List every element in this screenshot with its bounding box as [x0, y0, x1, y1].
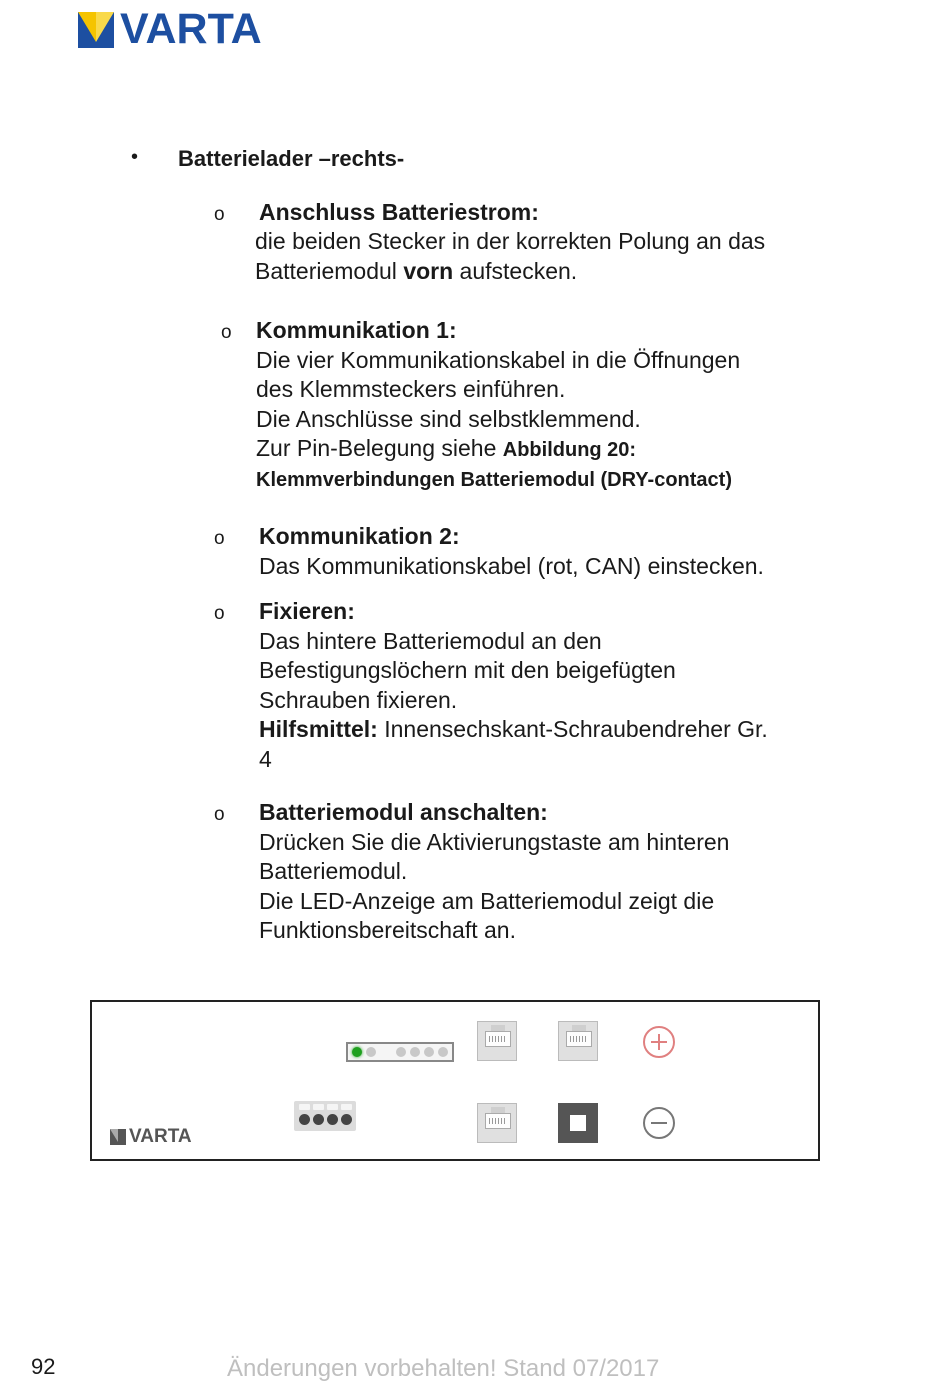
item-line: Drücken Sie die Aktivierungstaste am hinteren — [259, 828, 730, 855]
logo-text: VARTA — [120, 5, 262, 53]
rj45-port-icon — [477, 1103, 517, 1143]
led-icon — [396, 1047, 406, 1057]
item-line: Zur Pin-Belegung siehe Abbildung 20: — [256, 435, 637, 461]
item-line: Das Kommunikationskabel (rot, CAN) einstecken. — [259, 552, 764, 579]
minus-terminal-icon — [643, 1107, 675, 1139]
item-line: des Klemmsteckers einführen. — [256, 376, 566, 402]
item-line: Die LED-Anzeige am Batteriemodul zeigt die — [259, 887, 715, 914]
item-line: Funktionsbereitschaft an. — [259, 917, 516, 943]
varta-shield-icon — [110, 1129, 126, 1145]
varta-logo — [78, 5, 262, 53]
item-line: Die Anschlüsse sind selbstklemmend. — [256, 405, 641, 432]
list-marker: o — [221, 322, 232, 343]
item-heading: Kommunikation 2: — [259, 523, 460, 549]
item-line: Schrauben fixieren. — [259, 686, 458, 713]
item-line: Hilfsmittel: Innensechskant-Schraubendreher Gr. — [259, 716, 768, 742]
list-marker: o — [214, 603, 225, 624]
item-line: Das hintere Batteriemodul an den — [259, 627, 602, 654]
led-icon — [424, 1047, 434, 1057]
led-icon — [438, 1047, 448, 1057]
led-icon — [366, 1047, 376, 1057]
led-on-icon — [352, 1047, 362, 1057]
item-line: Batteriemodul vorn aufstecken. — [255, 257, 578, 284]
item-heading: Batteriemodul anschalten: — [259, 799, 548, 825]
plus-terminal-icon — [643, 1026, 675, 1058]
panel-varta-logo — [110, 1127, 192, 1146]
item-line: die beiden Stecker in der korrekten Polung an das — [255, 228, 766, 254]
figure-reference: Klemmverbindungen Batteriemodul (DRY-contact) — [256, 468, 732, 491]
rj45-port-icon — [477, 1021, 517, 1061]
list-marker: o — [214, 804, 225, 825]
led-icon — [410, 1047, 420, 1057]
led-strip-icon — [346, 1042, 454, 1062]
list-marker: o — [214, 204, 225, 225]
page-number: 92 — [31, 1354, 56, 1379]
panel-logo-text: VARTA — [129, 1126, 192, 1147]
power-switch-icon — [558, 1103, 598, 1143]
rj45-port-icon — [558, 1021, 598, 1061]
battery-module-panel — [90, 1000, 820, 1161]
footer-note: Änderungen vorbehalten! Stand 07/2017 — [227, 1355, 660, 1382]
bullet-marker: • — [131, 146, 139, 168]
varta-shield-icon — [78, 12, 114, 48]
main-bullet-title: Batterielader –rechts- — [178, 146, 405, 171]
item-heading: Fixieren: — [259, 598, 355, 624]
item-heading: Kommunikation 1: — [256, 317, 457, 343]
item-heading: Anschluss Batteriestrom: — [259, 199, 539, 225]
item-line: 4 — [259, 745, 272, 772]
item-line: Batteriemodul. — [259, 858, 408, 884]
list-marker: o — [214, 528, 225, 549]
item-line: Befestigungslöchern mit den beigefügten — [259, 657, 676, 683]
dry-contact-terminal-icon — [294, 1101, 356, 1131]
item-line: Die vier Kommunikationskabel in die Öffnungen — [256, 346, 741, 373]
